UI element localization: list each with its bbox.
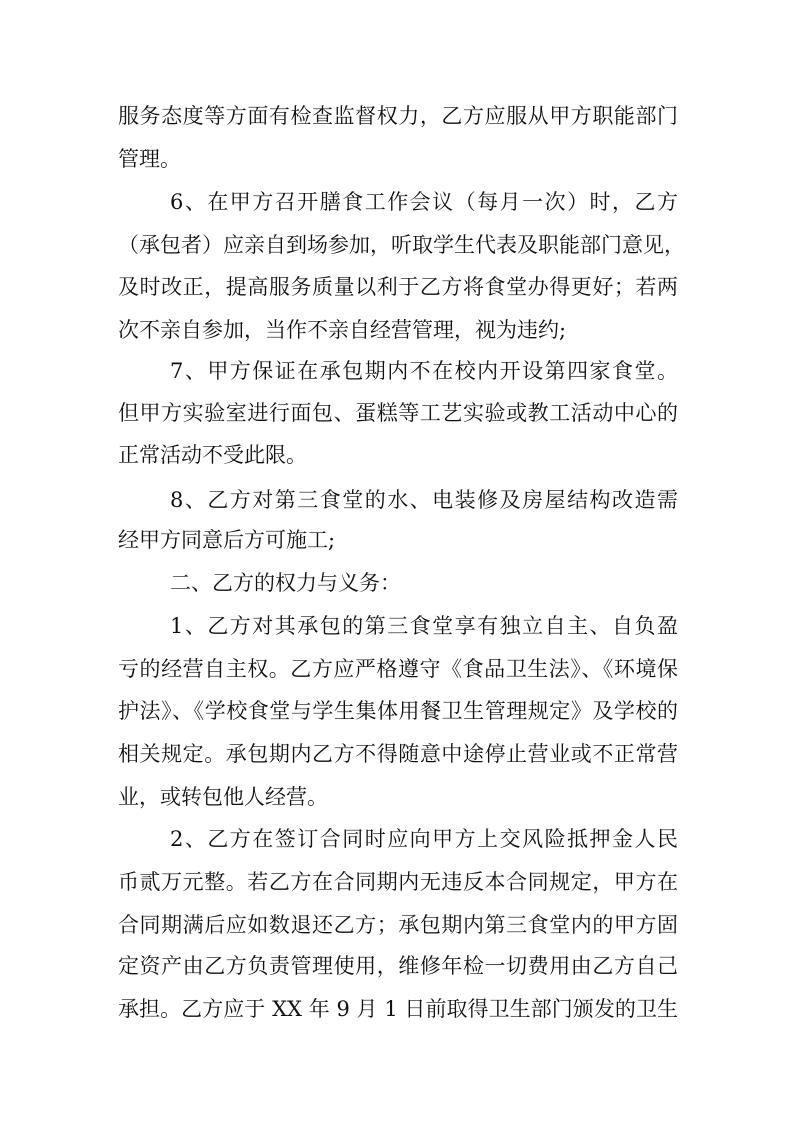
- text-line: 业，或转包他人经营。: [118, 785, 328, 809]
- text-line: 亏的经营自主权。乙方应严格遵守《食品卫生法》、《环境保: [118, 657, 678, 681]
- text-line: 及时改正，提高服务质量以利于乙方将食堂办得更好；若两: [118, 275, 678, 299]
- text-line: 7、甲方保证在承包期内不在校内开设第四家食堂。: [170, 359, 678, 383]
- text-line: 管理。: [118, 147, 181, 171]
- text-line: 8、乙方对第三食堂的水、电装修及房屋结构改造需: [170, 488, 678, 512]
- text-line: 正常活动不受此限。: [118, 443, 307, 467]
- text-line: 币贰万元整。若乙方在合同期内无违反本合同规定，甲方在: [118, 870, 678, 894]
- text-line: 合同期满后应如数退还乙方；承包期内第三食堂内的甲方固: [118, 913, 678, 937]
- text-line: 2、乙方在签订合同时应向甲方上交风险抵押金人民: [170, 827, 678, 851]
- text-line: 经甲方同意后方可施工;: [118, 528, 336, 552]
- text-line: 承担。乙方应于 XX 年 9 月 1 日前取得卫生部门颁发的卫生: [118, 997, 678, 1021]
- text-line: 6、在甲方召开膳食工作会议（每月一次）时，乙方: [170, 190, 678, 214]
- text-line: （承包者）应亲自到场参加，听取学生代表及职能部门意见，: [118, 233, 685, 257]
- text-line: 但甲方实验室进行面包、蛋糕等工艺实验或教工活动中心的: [118, 401, 678, 425]
- text-line: 次不亲自参加，当作不亲自经营管理，视为违约;: [118, 318, 567, 342]
- text-line: 相关规定。承包期内乙方不得随意中途停止营业或不正常营: [118, 742, 678, 766]
- text-line: 服务态度等方面有检查监督权力，乙方应服从甲方职能部门: [118, 104, 678, 128]
- section-heading: 二、乙方的权力与义务：: [170, 571, 401, 595]
- text-line: 定资产由乙方负责管理使用，维修年检一切费用由乙方自己: [118, 954, 678, 978]
- text-line: 护法》、《学校食堂与学生集体用餐卫生管理规定》及学校的: [118, 699, 678, 723]
- text-line: 1、乙方对其承包的第三食堂享有独立自主、自负盈: [170, 614, 678, 638]
